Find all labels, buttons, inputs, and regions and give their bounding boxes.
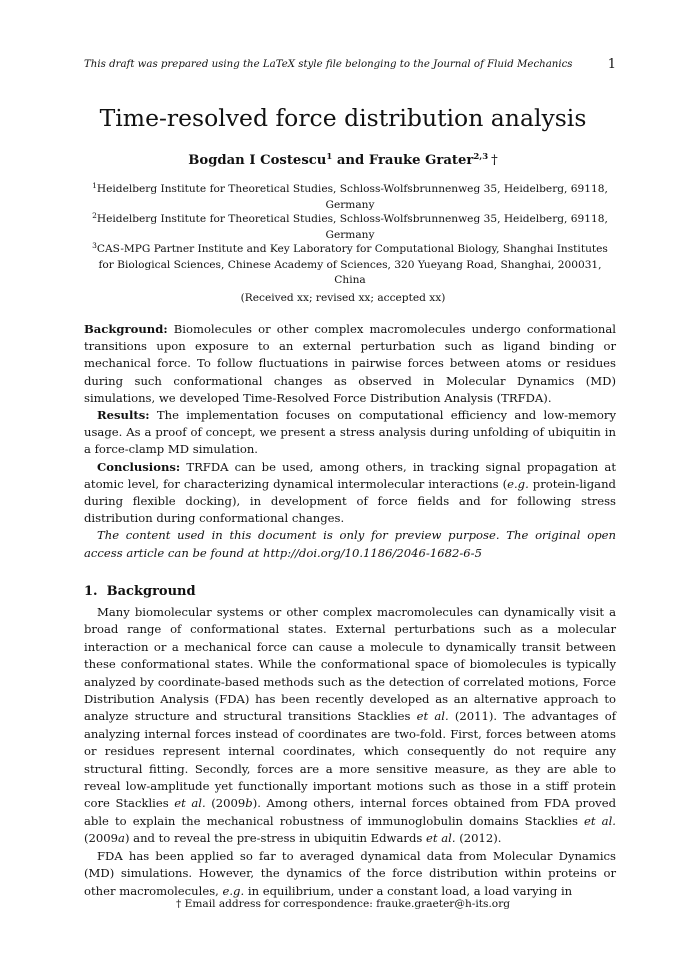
abstract-text: Biomolecules or other complex macromolecules undergo conformational transitions upon exposure to an external perturbation such as ligand binding or mechanical force. To follow fluctuations in pairwise forces between atoms or residues during such conformational changes as observed in Molecular Dynamics (MD) simulations, we developed Time-Resolved Force Distribution Analysis (TRFDA).: [84, 322, 616, 405]
affiliation: [84, 238, 616, 289]
body-text-italic: a: [118, 831, 125, 846]
body-text-italic: et al.: [174, 796, 206, 811]
abstract: [84, 321, 616, 562]
author-name: Bogdan I Costescu: [188, 153, 327, 168]
author-connector: and: [332, 153, 369, 168]
body-text: ) and to reveal the pre-stress in ubiquitin Edwards: [124, 831, 426, 846]
body-text-italic: e.g.: [222, 883, 245, 898]
author-affiliation-mark: 2,3: [473, 152, 489, 162]
body-text: Many biomolecular systems or other complex macromolecules can dynamically visit a broad range of conformational states. External perturbations such as a molecular interaction or a mechanical force can cause a molecule to dynamically transit between these conformational states. While the conformational space of biomolecules is typically analyzed by coordinate-based methods such as the detection of correlated motions, Force Distribution Analysis (FDA) has been recently developed as an alternative approach to analyze structure and structural transitions Stacklies: [84, 605, 616, 724]
affiliation-mark: 1: [92, 181, 97, 190]
running-head: This draft was prepared using the LaTeX style file belonging to the Journal of Fluid Mechanics: [84, 59, 573, 70]
section-number: 1.: [84, 584, 98, 599]
received-dates: (Received xx; revised xx; accepted xx): [240, 292, 446, 304]
abstract-text: The implementation focuses on computational efficiency and low-memory usage. As a proof of concept, we present a stress analysis during unfolding of ubiquitin in a force-clamp MD simulation.: [84, 408, 616, 457]
affiliation-text: Heidelberg Institute for Theoretical Studies, Schloss-Wolfsbrunnenweg 35, Heidelberg, 69118, Germany: [96, 183, 608, 211]
body-text-italic: b: [245, 796, 253, 811]
body-text-italic: et al.: [584, 813, 616, 828]
abstract-text: TRFDA can be used, among others, in tracking signal propagation at atomic level, for characterizing dynamical intermolecular interactions (: [84, 459, 616, 491]
abstract-text: protein-ligand during flexible docking), in development of force fields and for following stress distribution during conformational changes.: [84, 476, 616, 526]
page-number: 1: [607, 57, 616, 72]
body-text: ). Among others, internal forces obtained from FDA proved able to explain the mechanical robustness of immunoglobulin domains Stacklies: [84, 796, 617, 828]
affiliation-text: CAS-MPG Partner Institute and Key Laboratory for Computational Biology, Shanghai Institutes for Biological Sciences, Chinese Academy of Sciences, 320 Yueyang Road, Shanghai, 200031, China: [96, 243, 608, 286]
body-paragraph: [84, 604, 616, 848]
correspondence-footnote: † Email address for correspondence: frauke.graeter@h-its.org: [175, 898, 511, 910]
body-text: in equilibrium, under a constant load, a load varying in: [244, 883, 573, 898]
author-list: [0, 152, 686, 168]
abstract-label: Background:: [84, 322, 168, 336]
body-text: (2009: [84, 831, 119, 846]
abstract-label: Conclusions:: [97, 459, 181, 474]
body-text-italic: et al.: [416, 709, 449, 724]
affiliation-mark: 2: [92, 211, 97, 220]
abstract-background: [84, 321, 616, 407]
affiliation-text: Heidelberg Institute for Theoretical Studies, Schloss-Wolfsbrunnenweg 35, Heidelberg, 69118, Germany: [96, 213, 608, 241]
abstract-label: Results:: [97, 408, 150, 423]
author-name: Frauke Grater: [368, 153, 474, 168]
preview-notice: The content used in this document is only for preview purpose. The original open access article can be found at http://doi.org/10.1186/2046-1682-6-5: [84, 528, 616, 560]
abstract-text-italic: e.g.: [507, 476, 529, 491]
section-title: Background: [106, 584, 196, 599]
body-paragraph: [84, 848, 616, 900]
affiliation-mark: 3: [92, 241, 97, 250]
body-text-italic: et al.: [426, 831, 456, 846]
body-text: (2011). The advantages of analyzing internal forces instead of coordinates are two-fold. First, forces between atoms or residues represent internal coordinates, which consequently do not require any structural fitting. Secondly, forces are a more sensitive measure, as they are able to reveal low-amplitude yet functionally important motions such as those in a stiff protein core Stacklies: [84, 709, 616, 811]
paper-title: Time-resolved force distribution analysis: [99, 104, 587, 132]
body-text: FDA has been applied so far to averaged dynamical data from Molecular Dynamics (MD) simulations. However, the dynamics of the force distribution within proteins or other macromolecules,: [84, 848, 616, 898]
abstract-results: [84, 407, 616, 459]
abstract-conclusions: [84, 459, 616, 528]
author-affiliation-mark: 1: [326, 152, 333, 162]
body-text: (2012).: [455, 831, 502, 846]
section-body: [84, 604, 616, 900]
corresponding-author-dagger: †: [491, 153, 498, 168]
body-text: (2009: [205, 796, 246, 811]
section-heading: [84, 584, 196, 599]
